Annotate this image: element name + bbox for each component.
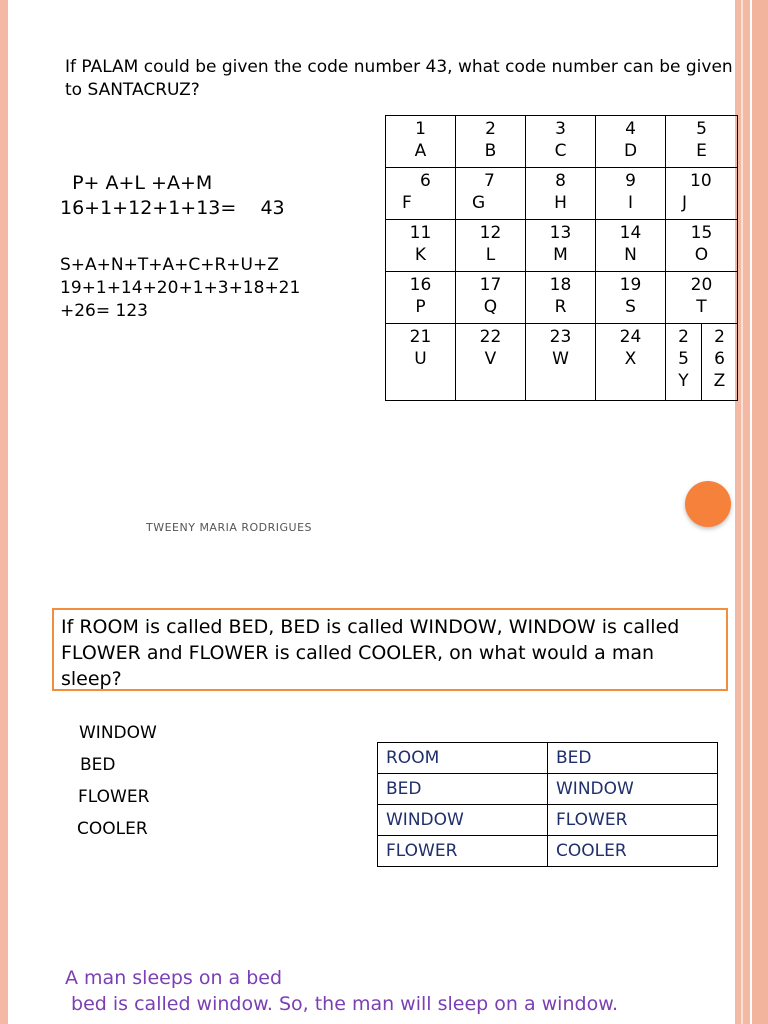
table-row [386, 220, 738, 272]
option-item: COOLER [77, 819, 148, 839]
question-1: If PALAM could be given the code number 43, what code number can be given to SANTACRUZ? [65, 57, 733, 100]
letter-cell: 11 K [386, 220, 456, 272]
palam-calculation: P+ A+L +A+M 16+1+12+1+13= 43 [60, 172, 285, 219]
orange-circle-decoration [685, 481, 731, 527]
letter-cell: 1 A [386, 116, 456, 168]
right-border-stripe [752, 0, 768, 1024]
letter-cell-z: 2 6 Z [702, 324, 738, 401]
table-row [378, 774, 718, 805]
letter-cell: 8 H [526, 168, 596, 220]
letter-number-table [385, 115, 738, 401]
table-row [386, 168, 738, 220]
letter-cell: 14 N [596, 220, 666, 272]
letter-cell: 21 U [386, 324, 456, 401]
option-item: FLOWER [78, 787, 150, 807]
letter-cell: 10 J [666, 168, 738, 220]
letter-cell: 13 M [526, 220, 596, 272]
letter-cell: 16 P [386, 272, 456, 324]
letter-cell: 7 G [456, 168, 526, 220]
table-row [386, 324, 738, 401]
mapping-cell: ROOM [378, 743, 548, 774]
letter-cell: 5 E [666, 116, 738, 168]
letter-cell: 17 Q [456, 272, 526, 324]
table-row [378, 805, 718, 836]
letter-cell: 23 W [526, 324, 596, 401]
letter-cell: 12 L [456, 220, 526, 272]
letter-cell: 19 S [596, 272, 666, 324]
mapping-table [377, 742, 718, 867]
santacruz-calculation: S+A+N+T+A+C+R+U+Z 19+1+14+20+1+3+18+21 +26= 123 [60, 255, 301, 321]
answer-options [78, 721, 157, 849]
letter-cell: 2 B [456, 116, 526, 168]
mapping-cell: COOLER [548, 836, 718, 867]
letter-cell: 9 I [596, 168, 666, 220]
question-2-box: If ROOM is called BED, BED is called WINDOW, WINDOW is called FLOWER and FLOWER is called COOLER, on what would a man sleep? [52, 608, 728, 691]
mapping-cell: BED [548, 743, 718, 774]
mapping-cell: BED [378, 774, 548, 805]
mapping-cell: WINDOW [548, 774, 718, 805]
table-row [378, 743, 718, 774]
option-item: BED [80, 755, 116, 775]
option-item: WINDOW [79, 723, 157, 743]
letter-cell-y: 2 5 Y [666, 324, 702, 401]
author-name: TWEENY MARIA RODRIGUES [146, 521, 313, 534]
mapping-cell: WINDOW [378, 805, 548, 836]
letter-cell: 20 T [666, 272, 738, 324]
mapping-cell: FLOWER [548, 805, 718, 836]
mapping-cell: FLOWER [378, 836, 548, 867]
letter-cell: 15 O [666, 220, 738, 272]
table-row [386, 116, 738, 168]
right-border-stripe [743, 0, 750, 1024]
table-row [386, 272, 738, 324]
letter-cell: 22 V [456, 324, 526, 401]
left-border-strip [0, 0, 8, 1024]
answer-text: A man sleeps on a bed bed is called window. So, the man will sleep on a window. [65, 967, 619, 1015]
table-row [378, 836, 718, 867]
letter-cell: 24 X [596, 324, 666, 401]
letter-cell: 3 C [526, 116, 596, 168]
letter-cell: 18 R [526, 272, 596, 324]
letter-cell: 6 F [386, 168, 456, 220]
letter-cell: 4 D [596, 116, 666, 168]
